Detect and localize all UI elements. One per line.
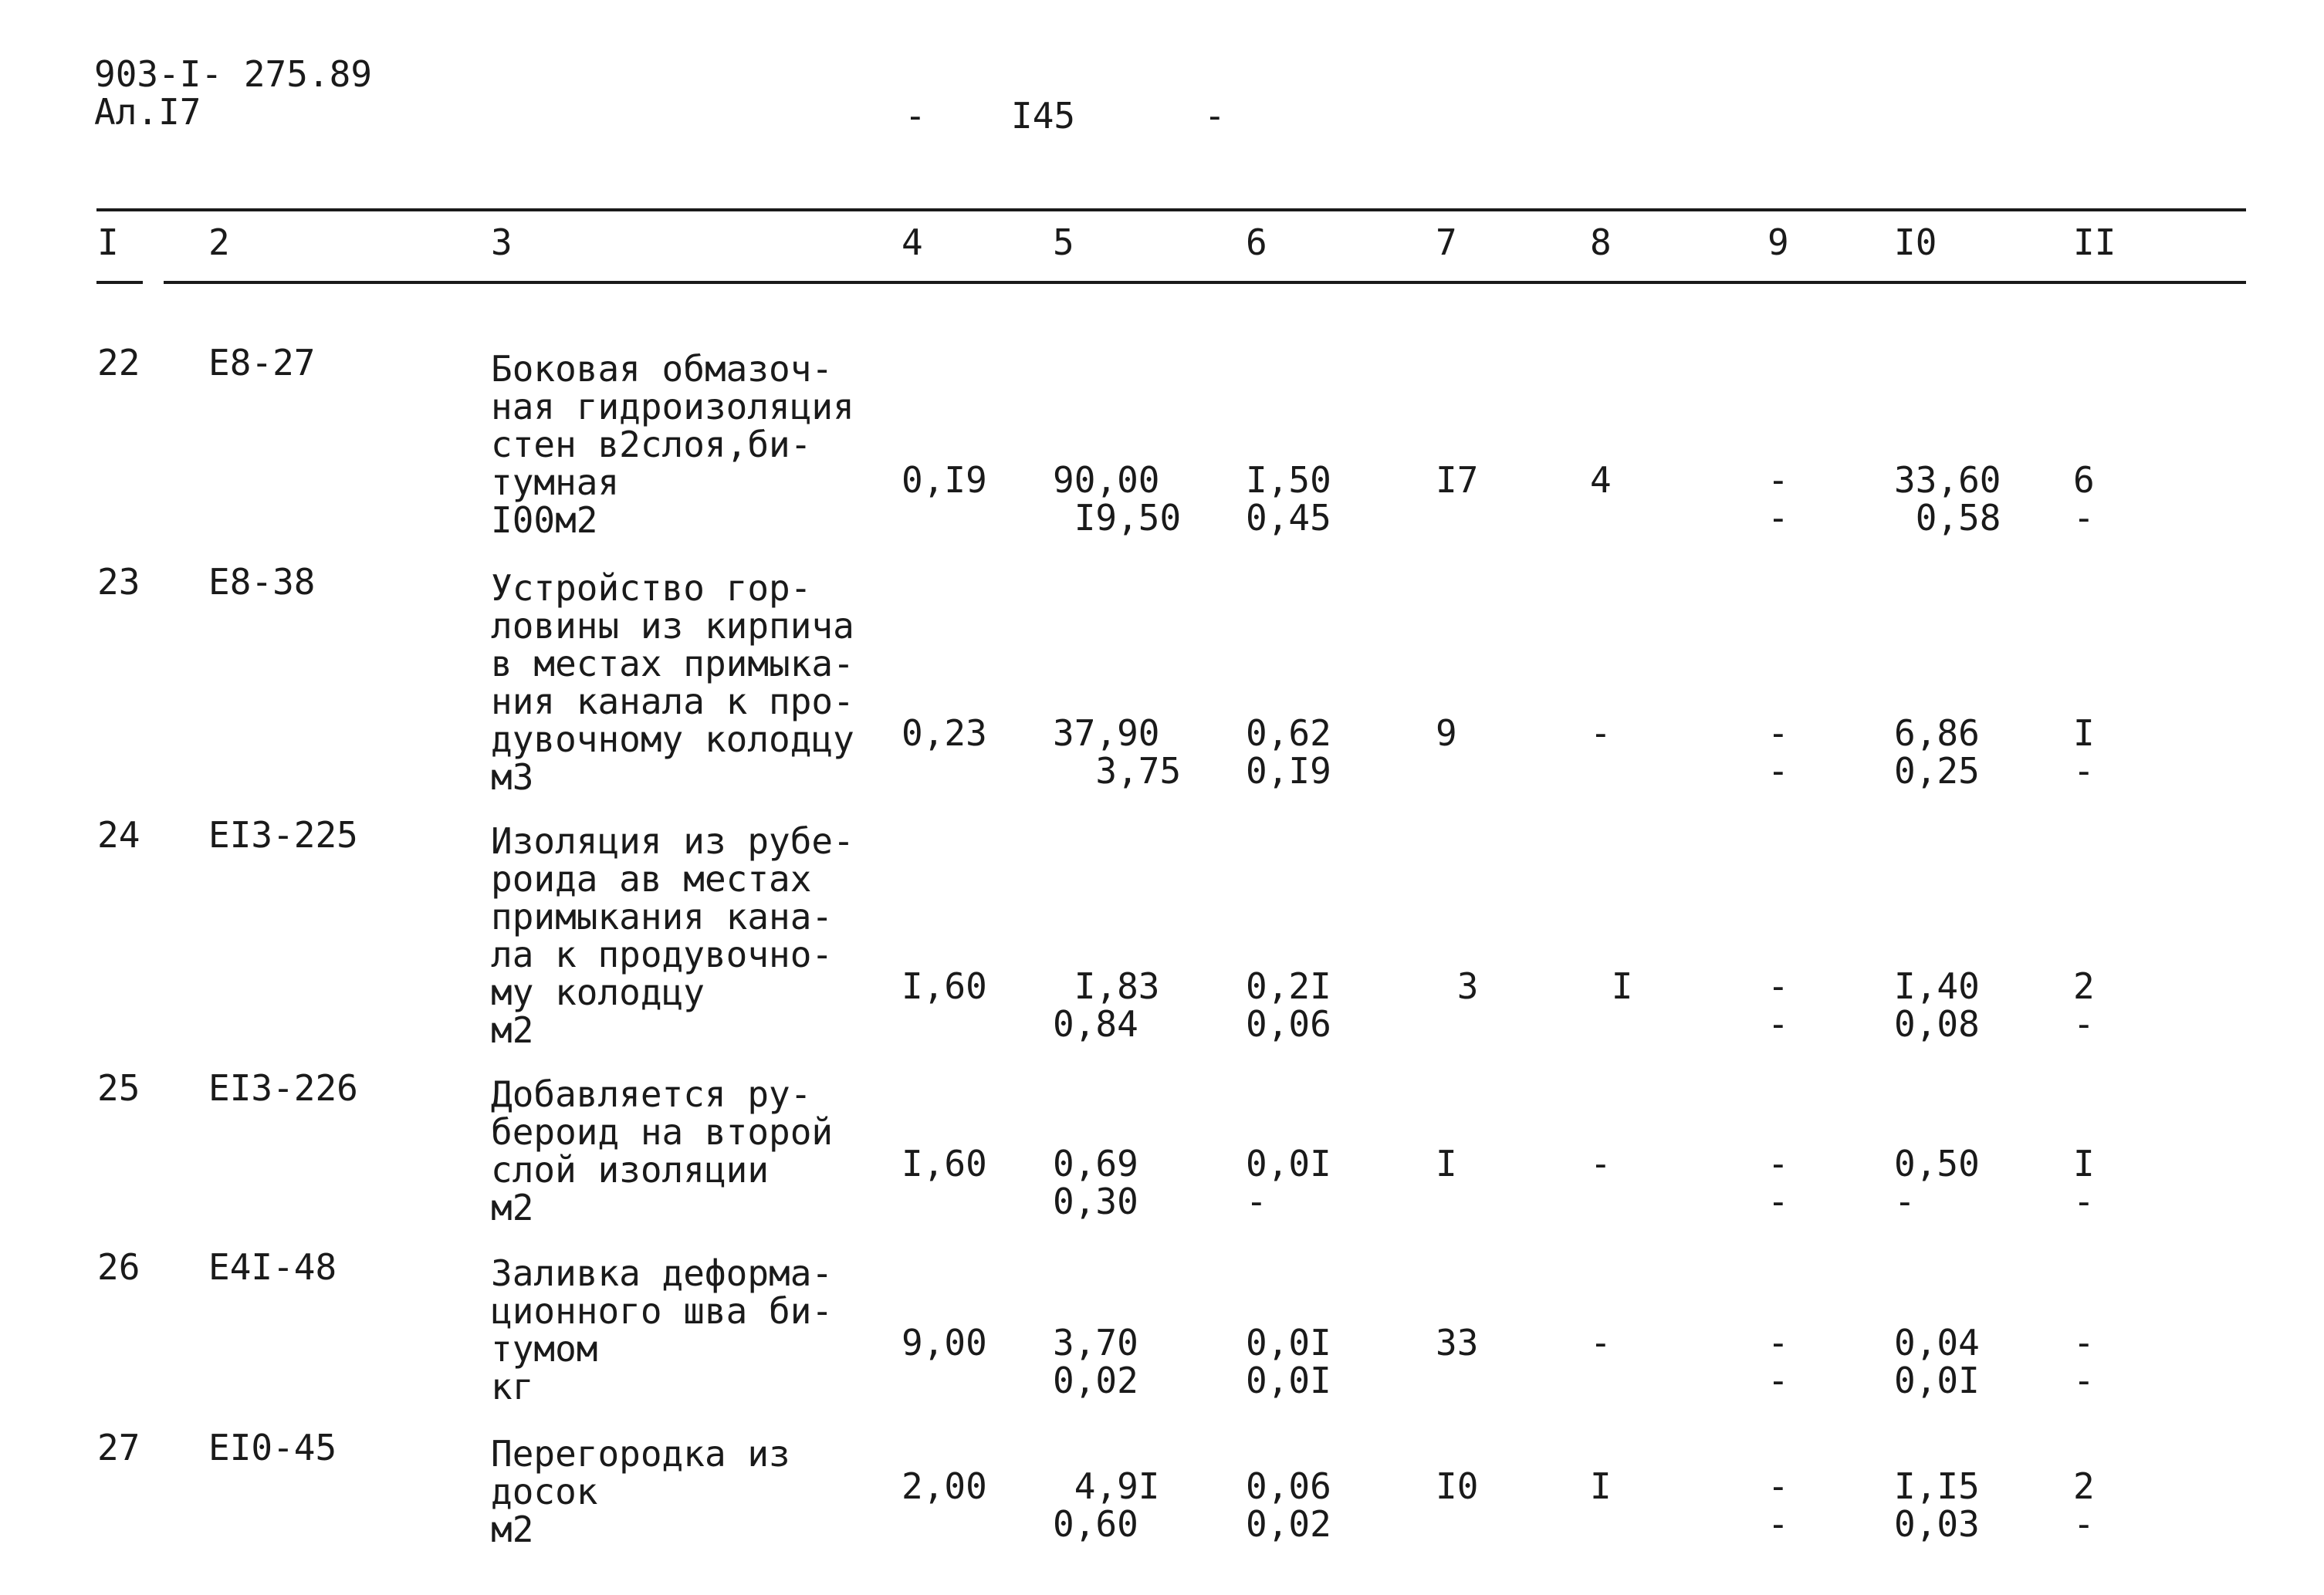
table-top-rule xyxy=(96,208,2246,211)
unit-cost: 3,70 0,02 xyxy=(1053,1322,1138,1401)
column-10-value: 6,86 0,25 xyxy=(1894,712,1980,792)
unit-cost: 37,90 3,75 xyxy=(1053,712,1182,792)
column-11-value: I - xyxy=(2073,712,2095,792)
column-header-8: 8 xyxy=(1590,221,1612,263)
unit-cost: 4,9I 0,60 xyxy=(1053,1465,1160,1545)
column-11-value: I - xyxy=(2073,1143,2095,1222)
row-number: 25 xyxy=(97,1067,140,1109)
row-number: 24 xyxy=(97,814,140,856)
unit-cost: 90,00 I9,50 xyxy=(1053,459,1182,539)
quantity: I,60 xyxy=(902,965,987,1007)
labor-cost: 9 xyxy=(1436,712,1457,754)
work-description: Изоляция из рубе- роида ав местах примыкания кана- ла к продувочно- му колодцу м2 xyxy=(491,820,854,1051)
column-10-value: 0,50 - xyxy=(1894,1143,1980,1222)
column-11-value: 6 - xyxy=(2073,459,2095,539)
rate-code: E8-38 xyxy=(208,561,316,603)
page-number-dash-left: - xyxy=(905,95,926,137)
column-header-7: 7 xyxy=(1436,221,1457,263)
column-header-3: 3 xyxy=(491,221,512,263)
machine-cost: 4 xyxy=(1590,459,1612,501)
column-9-value: - - xyxy=(1768,1322,1789,1401)
work-description: Заливка деформа- ционного шва би- тумом кг xyxy=(491,1252,834,1407)
machine-cost: I xyxy=(1590,965,1633,1007)
total-cost: I,50 0,45 xyxy=(1246,459,1331,539)
column-header-6: 6 xyxy=(1246,221,1267,263)
column-header-4: 4 xyxy=(902,221,923,263)
row-number: 26 xyxy=(97,1246,140,1288)
rate-code: EI3-225 xyxy=(208,814,358,856)
column-header-2: 2 xyxy=(208,221,230,263)
machine-cost: - xyxy=(1590,1143,1612,1184)
rate-code: E4I-48 xyxy=(208,1246,337,1288)
column-9-value: - - xyxy=(1768,712,1789,792)
row-number: 23 xyxy=(97,561,140,603)
column-header-5: 5 xyxy=(1053,221,1074,263)
total-cost: 0,0I - xyxy=(1246,1143,1331,1222)
column-header-1: I xyxy=(97,221,119,263)
column-header-10: I0 xyxy=(1894,221,1937,263)
work-description: Боковая обмазоч- ная гидроизоляция стен в2слоя,би- тумная I00м2 xyxy=(491,348,854,541)
rate-code: EI3-226 xyxy=(208,1067,358,1109)
total-cost: 0,2I 0,06 xyxy=(1246,965,1331,1045)
work-description: Устройство гор- ловины из кирпича в местах примыка- ния канала к про- дувочному колодцу м3 xyxy=(491,567,854,798)
row-number: 27 xyxy=(97,1427,140,1468)
column-10-value: 33,60 0,58 xyxy=(1894,459,2001,539)
machine-cost: I xyxy=(1590,1465,1612,1507)
page-number: I45 xyxy=(1011,95,1076,137)
document-code-line1: 903-I- 275.89 xyxy=(94,53,373,95)
unit-cost: 0,69 0,30 xyxy=(1053,1143,1138,1222)
page-number-dash-right: - xyxy=(1204,95,1226,137)
column-9-value: - - xyxy=(1768,965,1789,1045)
column-header-11: II xyxy=(2073,221,2116,263)
quantity: 0,23 xyxy=(902,712,987,754)
row-number: 22 xyxy=(97,342,140,384)
document-code xyxy=(94,53,373,133)
document-code-line2: Ал.I7 xyxy=(94,91,201,133)
column-10-value: I,40 0,08 xyxy=(1894,965,1980,1045)
column-10-value: I,I5 0,03 xyxy=(1894,1465,1980,1545)
labor-cost: I xyxy=(1436,1143,1457,1184)
table-header-bottom-rule-left xyxy=(96,281,143,284)
table-header-bottom-rule xyxy=(164,281,2246,284)
total-cost: 0,06 0,02 xyxy=(1246,1465,1331,1545)
labor-cost: I7 xyxy=(1436,459,1479,501)
machine-cost: - xyxy=(1590,1322,1612,1364)
rate-code: EI0-45 xyxy=(208,1427,337,1468)
quantity: 2,00 xyxy=(902,1465,987,1507)
quantity: I,60 xyxy=(902,1143,987,1184)
column-header-9: 9 xyxy=(1768,221,1789,263)
column-9-value: - - xyxy=(1768,1465,1789,1545)
rate-code: E8-27 xyxy=(208,342,316,384)
column-9-value: - - xyxy=(1768,1143,1789,1222)
total-cost: 0,0I 0,0I xyxy=(1246,1322,1331,1401)
column-11-value: - - xyxy=(2073,1322,2095,1401)
machine-cost: - xyxy=(1590,712,1612,754)
quantity: 9,00 xyxy=(902,1322,987,1364)
column-11-value: 2 - xyxy=(2073,1465,2095,1545)
column-10-value: 0,04 0,0I xyxy=(1894,1322,1980,1401)
unit-cost: I,83 0,84 xyxy=(1053,965,1160,1045)
quantity: 0,I9 xyxy=(902,459,987,501)
labor-cost: I0 xyxy=(1436,1465,1479,1507)
column-11-value: 2 - xyxy=(2073,965,2095,1045)
labor-cost: 33 xyxy=(1436,1322,1479,1364)
labor-cost: 3 xyxy=(1436,965,1479,1007)
work-description: Перегородка из досок м2 xyxy=(491,1433,790,1550)
column-9-value: - - xyxy=(1768,459,1789,539)
total-cost: 0,62 0,I9 xyxy=(1246,712,1331,792)
work-description: Добавляется ру- бероид на второй слой изоляции м2 xyxy=(491,1073,834,1228)
